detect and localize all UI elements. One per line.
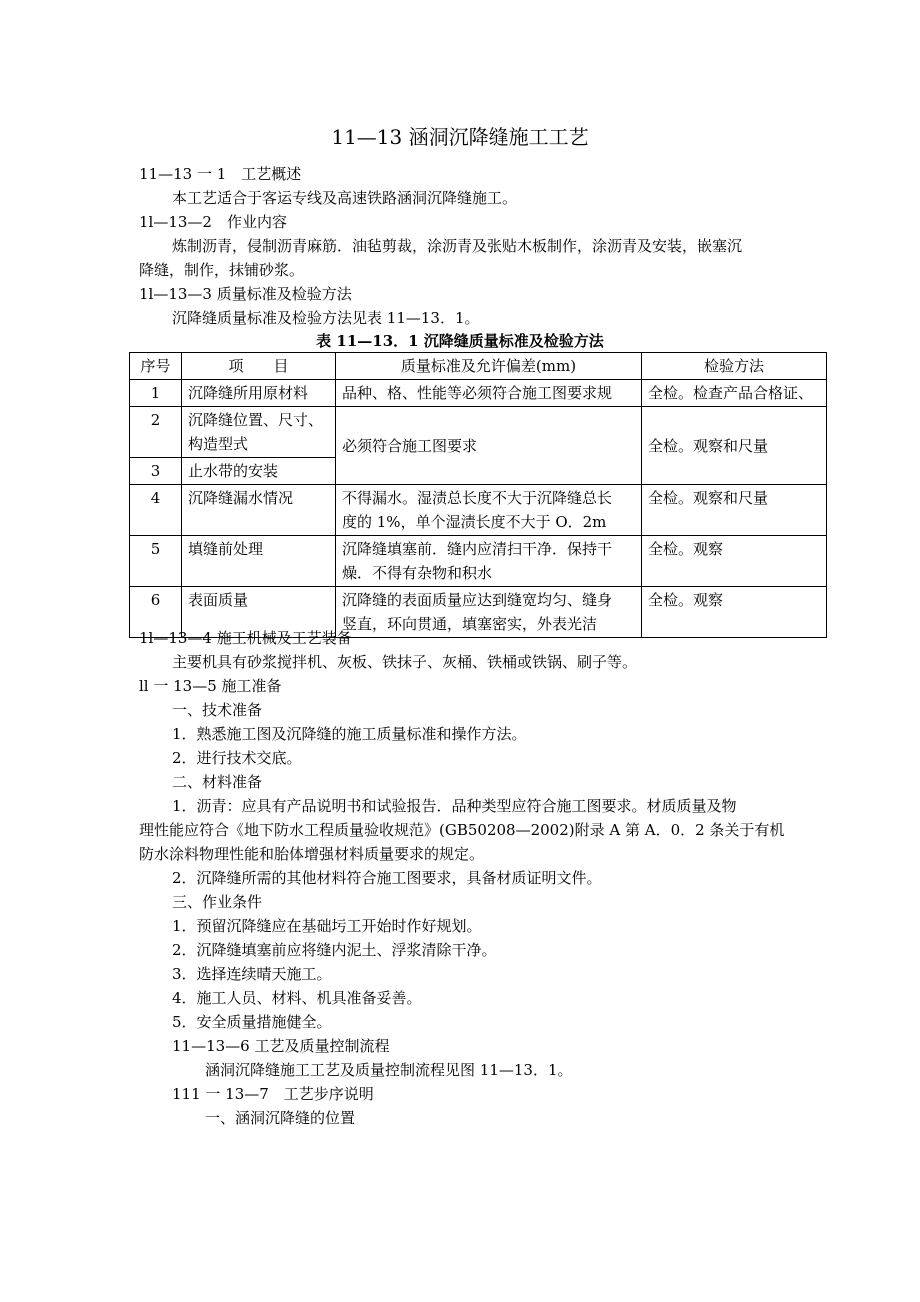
row-method: 全检。观察和尺量 — [642, 485, 827, 536]
row-standard-line: 竖直，环向贯通，填塞密实，外表光洁 — [342, 615, 598, 633]
row-no: 5 — [130, 536, 182, 587]
row-item: 沉降缝所用原材料 — [182, 380, 336, 407]
section-heading-3: 1l—13—3 质量标准及检验方法 — [139, 285, 352, 303]
table-row — [130, 407, 827, 458]
section-heading-5: ll 一 13—5 施工准备 — [139, 677, 282, 695]
table-row — [130, 536, 827, 587]
row-item: 填缝前处理 — [182, 536, 336, 587]
subheading-tech-prep: 一、技术准备 — [172, 701, 263, 719]
quality-standard-table — [129, 352, 827, 638]
section-heading-7: 111 一 13—7 工艺步序说明 — [172, 1085, 374, 1103]
row-item: 止水带的安装 — [182, 458, 336, 485]
subheading-material-prep: 二、材料准备 — [172, 773, 263, 791]
row-item: 沉降缝漏水情况 — [182, 485, 336, 536]
table-caption: 表 11—13．1 沉降缝质量标准及检验方法 — [316, 332, 604, 350]
row-item-line: 沉降缝位置、尺寸、 — [188, 411, 324, 429]
row-no: 2 — [130, 407, 182, 458]
row-no: 1 — [130, 380, 182, 407]
header-cell-standard: 质量标准及允许偏差(mm) — [336, 353, 642, 380]
material-prep-item-line: 理性能应符合《地下防水工程质量验收规范》(GB50208—2002)附录 A 第 A．0．2 条关于有机 — [139, 821, 785, 839]
row-standard-line: 度的 1%，单个湿渍长度不大于 O．2m — [342, 513, 607, 531]
section-4-paragraph: 主要机具有砂浆搅拌机、灰板、铁抹子、灰桶、铁桶或铁锅、刷子等。 — [172, 653, 638, 671]
row-standard-line: 不得漏水。湿渍总长度不大于沉降缝总长 — [342, 489, 613, 507]
row-standard — [336, 485, 642, 536]
section-heading-4: 1l—13—4 施工机械及工艺装备 — [139, 629, 352, 647]
section-heading-2: 1l—13—2 作业内容 — [139, 213, 287, 231]
section-2-paragraph-line-1: 炼制沥青，侵制沥青麻筋．油毡剪裁，涂沥青及张贴木板制作，涂沥青及安装，嵌塞沉 — [172, 237, 743, 255]
row-no: 4 — [130, 485, 182, 536]
subheading-work-conditions: 三、作业条件 — [172, 893, 263, 911]
row-standard: 品种、格、性能等必须符合施工图要求规 — [336, 380, 642, 407]
row-standard-line: 燥．不得有杂物和积水 — [342, 564, 493, 582]
row-standard — [336, 536, 642, 587]
subheading-culvert-joint-position: 一、涵洞沉降缝的位置 — [205, 1109, 356, 1127]
row-item-line: 构造型式 — [188, 435, 249, 453]
work-condition-item: 2．沉降缝填塞前应将缝内泥土、浮浆清除干净。 — [172, 941, 497, 959]
table-row — [130, 380, 827, 407]
section-1-paragraph: 本工艺适合于客运专线及高速铁路涵洞沉降缝施工。 — [172, 189, 518, 207]
row-no: 6 — [130, 587, 182, 638]
tech-prep-item: 2．进行技术交底。 — [172, 749, 302, 767]
row-method: 全检。检查产品合格证、 — [642, 380, 827, 407]
row-method: 全检。观察 — [642, 587, 827, 638]
material-prep-item-line: 1．沥青：应具有产品说明书和试验报告．品种类型应符合施工图要求。材质质量及物 — [172, 797, 737, 815]
row-item: 表面质量 — [182, 587, 336, 638]
tech-prep-item: 1．熟悉施工图及沉降缝的施工质量标准和操作方法。 — [172, 725, 527, 743]
material-prep-item-line: 防水涂料物理性能和胎体增强材料质量要求的规定。 — [139, 845, 485, 863]
section-heading-1: 11—13 一 1 工艺概述 — [139, 165, 302, 183]
section-3-paragraph: 沉降缝质量标准及检验方法见表 11—13．1。 — [172, 309, 480, 327]
section-6-paragraph: 涵洞沉降缝施工工艺及质量控制流程见图 11—13．1。 — [205, 1061, 573, 1079]
work-condition-item: 3．选择连续晴天施工。 — [172, 965, 332, 983]
document-title: 11—13 涵洞沉降缝施工工艺 — [331, 125, 589, 149]
row-standard: 必须符合施工图要求 — [336, 407, 642, 485]
header-cell-no: 序号 — [130, 353, 182, 380]
table-row — [130, 485, 827, 536]
row-standard — [336, 587, 642, 638]
work-condition-item: 4．施工人员、材料、机具准备妥善。 — [172, 989, 422, 1007]
table-header-row — [130, 353, 827, 380]
work-condition-item: 5．安全质量措施健全。 — [172, 1013, 332, 1031]
section-heading-6: 11—13—6 工艺及质量控制流程 — [172, 1037, 390, 1055]
material-prep-item: 2．沉降缝所需的其他材料符合施工图要求，具备材质证明文件。 — [172, 869, 602, 887]
row-item — [182, 407, 336, 458]
work-condition-item: 1．预留沉降缝应在基础圬工开始时作好规划。 — [172, 917, 482, 935]
row-method: 全检。观察 — [642, 536, 827, 587]
header-cell-method: 检验方法 — [642, 353, 827, 380]
row-standard-line: 沉降缝填塞前．缝内应清扫干净．保持干 — [342, 540, 613, 558]
section-2-paragraph-line-2: 降缝，制作，抹铺砂浆。 — [139, 261, 305, 279]
row-standard-line: 沉降缝的表面质量应达到缝宽均匀、缝身 — [342, 591, 613, 609]
row-method: 全检。观察和尺量 — [642, 407, 827, 485]
header-cell-item: 项 目 — [182, 353, 336, 380]
row-no: 3 — [130, 458, 182, 485]
